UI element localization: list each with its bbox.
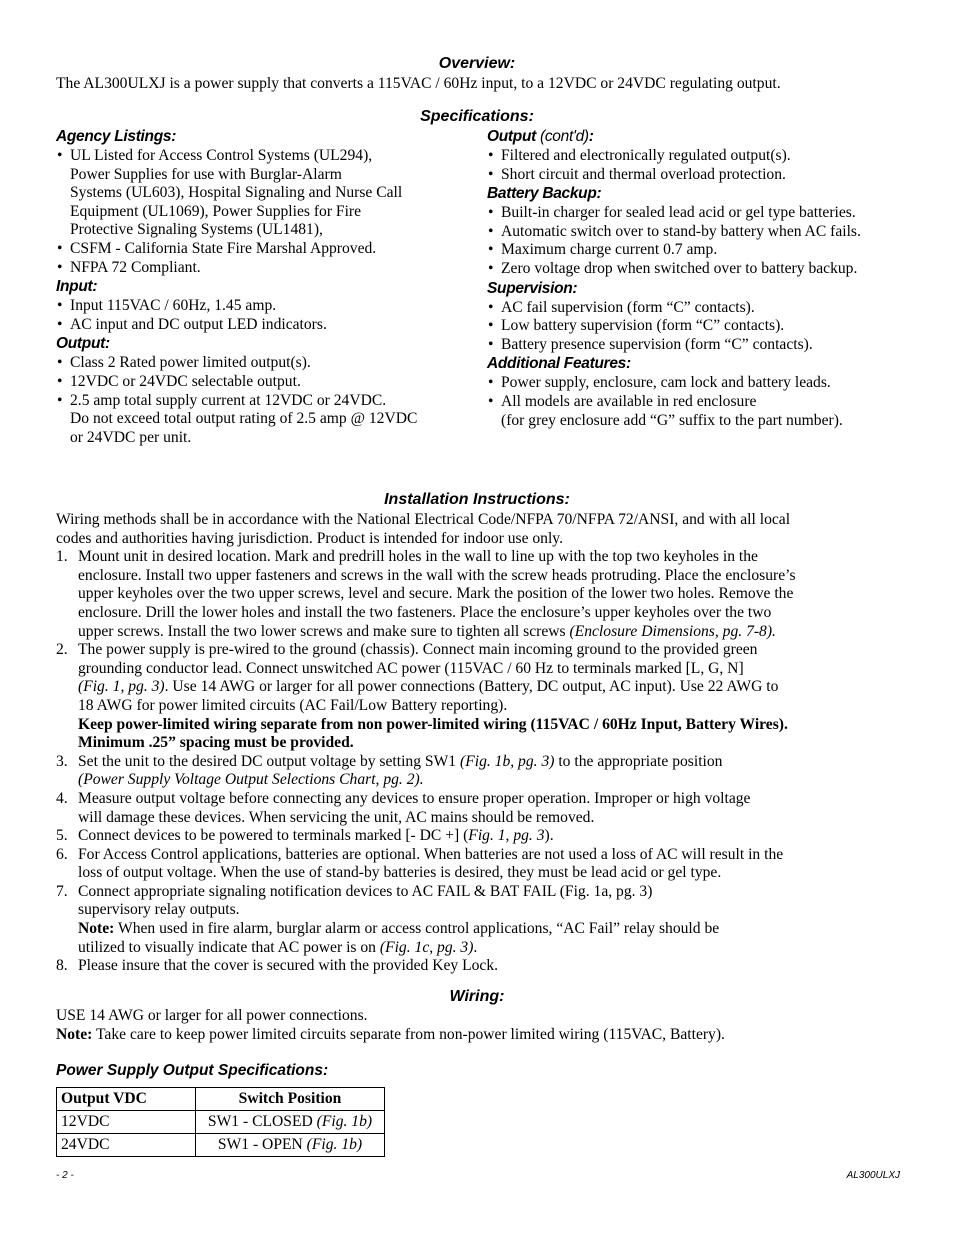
step-text: . Use 14 AWG or larger for all power connections (Battery, DC output, AC input). Use 22 AWG to 18 AWG for power limited circuits (AC Fail/Low Battery reporting). [78,678,779,714]
wiring-title: Wiring: [449,988,505,1005]
step-number: 4. [56,789,68,807]
step-reference: (Fig. 1c, pg. 3) [379,938,474,956]
figure-reference: (Fig. 1b) [316,1113,373,1130]
installation-steps [56,548,941,976]
list-item: • NFPA 72 Compliant. [56,259,466,278]
list-item: • Class 2 Rated power limited output(s). [56,354,466,373]
step-text: For Access Control applications, batteries are optional. When batteries are not used a loss of AC will result in the loss of output voltage. When the use of stand-by batteries is desired, they must be lead acid or gel type. [78,845,784,882]
list-item: • Zero voltage drop when switched over to battery backup. [487,260,937,279]
list-item: • Built-in charger for sealed lead acid or gel type batteries. [487,204,937,223]
wiring-note [56,1026,941,1045]
battery-backup-heading: Battery Backup: [487,185,602,203]
step-warning: Keep power-limited wiring separate from non power-limited wiring (115VAC / 60Hz Input, Battery Wires). Minimum .25” spacing must be provided. [78,715,788,752]
list-item: • Low battery supervision (form “C” contacts). [487,317,937,336]
list-item: • Maximum charge current 0.7 amp. [487,241,937,260]
note-label: Note: [78,920,115,938]
table-cell [196,1111,385,1134]
step-number: 3. [56,752,68,770]
list-item: • AC input and DC output LED indicators. [56,316,466,335]
installation-title: Installation Instructions: [384,491,570,508]
output-cont-title: Output [487,128,536,145]
installation-body [56,511,941,976]
installation-step-3 [56,753,941,790]
step-text: ). [544,827,554,845]
list-item: • CSFM - California State Fire Marshal Approved. [56,240,466,259]
list-item: • Battery presence supervision (form “C” contacts). [487,336,937,355]
specifications-title: Specifications: [420,108,534,125]
step-reference: (Fig. 1b, pg. 3) [460,752,555,770]
step-text: Measure output voltage before connecting any devices to ensure proper operation. Improper or high voltage will damage these devices. When servicing the unit, AC mains should be removed. [78,789,751,826]
power-supply-output-title: Power Supply Output Specifications: [56,1062,329,1079]
list-item: • Automatic switch over to stand-by battery when AC fails. [487,223,937,242]
step-reference: (Fig. 1, pg. 3) [78,678,165,696]
switch-position: SW1 - OPEN [217,1136,307,1153]
installation-step-4 [56,790,941,827]
list-item: • UL Listed for Access Control Systems (UL294), Power Supplies for use with Burglar-Alarm Systems (UL603), Hospital Signaling and Nurse Call Equipment (UL1069), Power Supplies for Fire Protective Signaling Systems (UL1481), [56,147,466,240]
step-text: Set the unit to the desired DC output voltage by setting SW1 [78,752,461,770]
supervision-heading: Supervision: [487,279,578,297]
note-text: Take care to keep power limited circuits separate from non-power limited wiring (115VAC, Battery). [92,1025,725,1043]
installation-step-1 [56,548,941,641]
table-cell: 12VDC [57,1111,196,1134]
installation-step-7 [56,883,941,957]
step-text: The power supply is pre-wired to the ground (chassis). Connect main incoming ground to the provided green grounding conductor lead. Connect unswitched AC power (115VAC / 60 Hz to terminals marked [L, G, N] [78,641,758,677]
table-cell [196,1134,385,1157]
list-item: • 2.5 amp total supply current at 12VDC or 24VDC. Do not exceed total output rating of 2.5 amp @ 12VDC or 24VDC per unit. [56,392,466,448]
output-cont-list [487,147,937,184]
step-reference: (Enclosure Dimensions, pg. 7-8). [569,622,776,640]
installation-step-5 [56,827,941,846]
additional-features-list [487,374,937,430]
step-text: to the appropriate position [554,752,723,770]
output-cont-colon: : [588,128,594,145]
power-supply-output-table [56,1087,385,1157]
step-number: 2. [56,641,68,659]
step-text: Please insure that the cover is secured with the provided Key Lock. [78,957,499,975]
step-reference: (Power Supply Voltage Output Selections Chart, pg. 2). [78,771,424,789]
list-item: • Short circuit and thermal overload protection. [487,166,937,185]
step-text: When used in fire alarm, burglar alarm or access control applications, “AC Fail” relay should be utilized to visually indicate that AC power is on [78,920,720,956]
switch-position: SW1 - CLOSED [207,1113,317,1130]
additional-features-heading: Additional Features: [487,355,631,373]
output-cont-suffix: (cont'd) [535,128,589,145]
step-text: Connect devices to be powered to terminals marked [- DC +] ( [78,827,469,845]
list-item: • Input 115VAC / 60Hz, 1.45 amp. [56,297,466,316]
step-text: Mount unit in desired location. Mark and predrill holes in the wall to line up with the top two keyholes in the enclosure. Install two upper fasteners and screws in the wall with the screw heads protruding. Place the enclosure’s upper keyholes over the two upper screws, level and secure. Mark the position of the lower two holes. Remove the enclosure. Drill the lower holes and install the two fasteners. Place the enclosure’s upper keyholes over the two upper screws. Install the two lower screws and make sure to tighten all screws [78,548,796,640]
wiring-body [56,1007,941,1044]
step-number: 1. [56,548,68,566]
step-text: . [473,938,478,956]
note-label: Note: [56,1025,93,1043]
wiring-line: USE 14 AWG or larger for all power connections. [56,1007,368,1024]
output-cont-heading [487,127,937,147]
step-number: 8. [56,957,68,975]
step-text: Connect appropriate signaling notification devices to AC FAIL & BAT FAIL (Fig. 1a, pg. 3) supervisory relay outputs. [78,882,653,919]
page-number: - 2 - [56,1170,74,1181]
table-header: Switch Position [196,1088,385,1111]
step-number: 6. [56,845,68,863]
list-item: • AC fail supervision (form “C” contacts). [487,299,937,318]
installation-step-6 [56,846,941,883]
agency-listings-heading: Agency Listings: [56,128,177,145]
output-list [56,354,466,447]
input-heading: Input: [56,278,98,296]
specifications-left-column [56,127,466,447]
table-row [57,1134,385,1157]
overview-title: Overview: [438,55,516,72]
input-list [56,297,466,334]
table-header-row [57,1088,385,1111]
table-cell: 24VDC [57,1134,196,1157]
table-header: Output VDC [57,1088,196,1111]
battery-backup-list [487,204,937,278]
installation-step-8 [56,957,941,976]
overview-text: The AL300ULXJ is a power supply that converts a 115VAC / 60Hz input, to a 12VDC or 24VDC regulating output. [56,75,781,92]
list-item: • 12VDC or 24VDC selectable output. [56,373,466,392]
list-item: • Power supply, enclosure, cam lock and battery leads. [487,374,937,393]
figure-reference: (Fig. 1b) [306,1136,363,1153]
output-heading: Output: [56,335,110,353]
installation-step-2 [56,641,941,753]
supervision-list [487,299,937,355]
agency-listings-list [56,147,466,277]
list-item: • Filtered and electronically regulated output(s). [487,147,937,166]
specifications-right-column [487,127,937,430]
step-number: 5. [56,827,68,845]
step-reference: Fig. 1, pg. 3 [468,827,545,845]
table-row [57,1111,385,1134]
step-number: 7. [56,882,68,900]
list-item: • All models are available in red enclosure (for grey enclosure add “G” suffix to the part number). [487,393,937,430]
installation-intro: Wiring methods shall be in accordance with the National Electrical Code/NFPA 70/NFPA 72/ANSI, and with all local codes and authorities having jurisdiction. Product is intended for indoor use only. [56,511,791,547]
model-label: AL300ULXJ [846,1170,900,1181]
